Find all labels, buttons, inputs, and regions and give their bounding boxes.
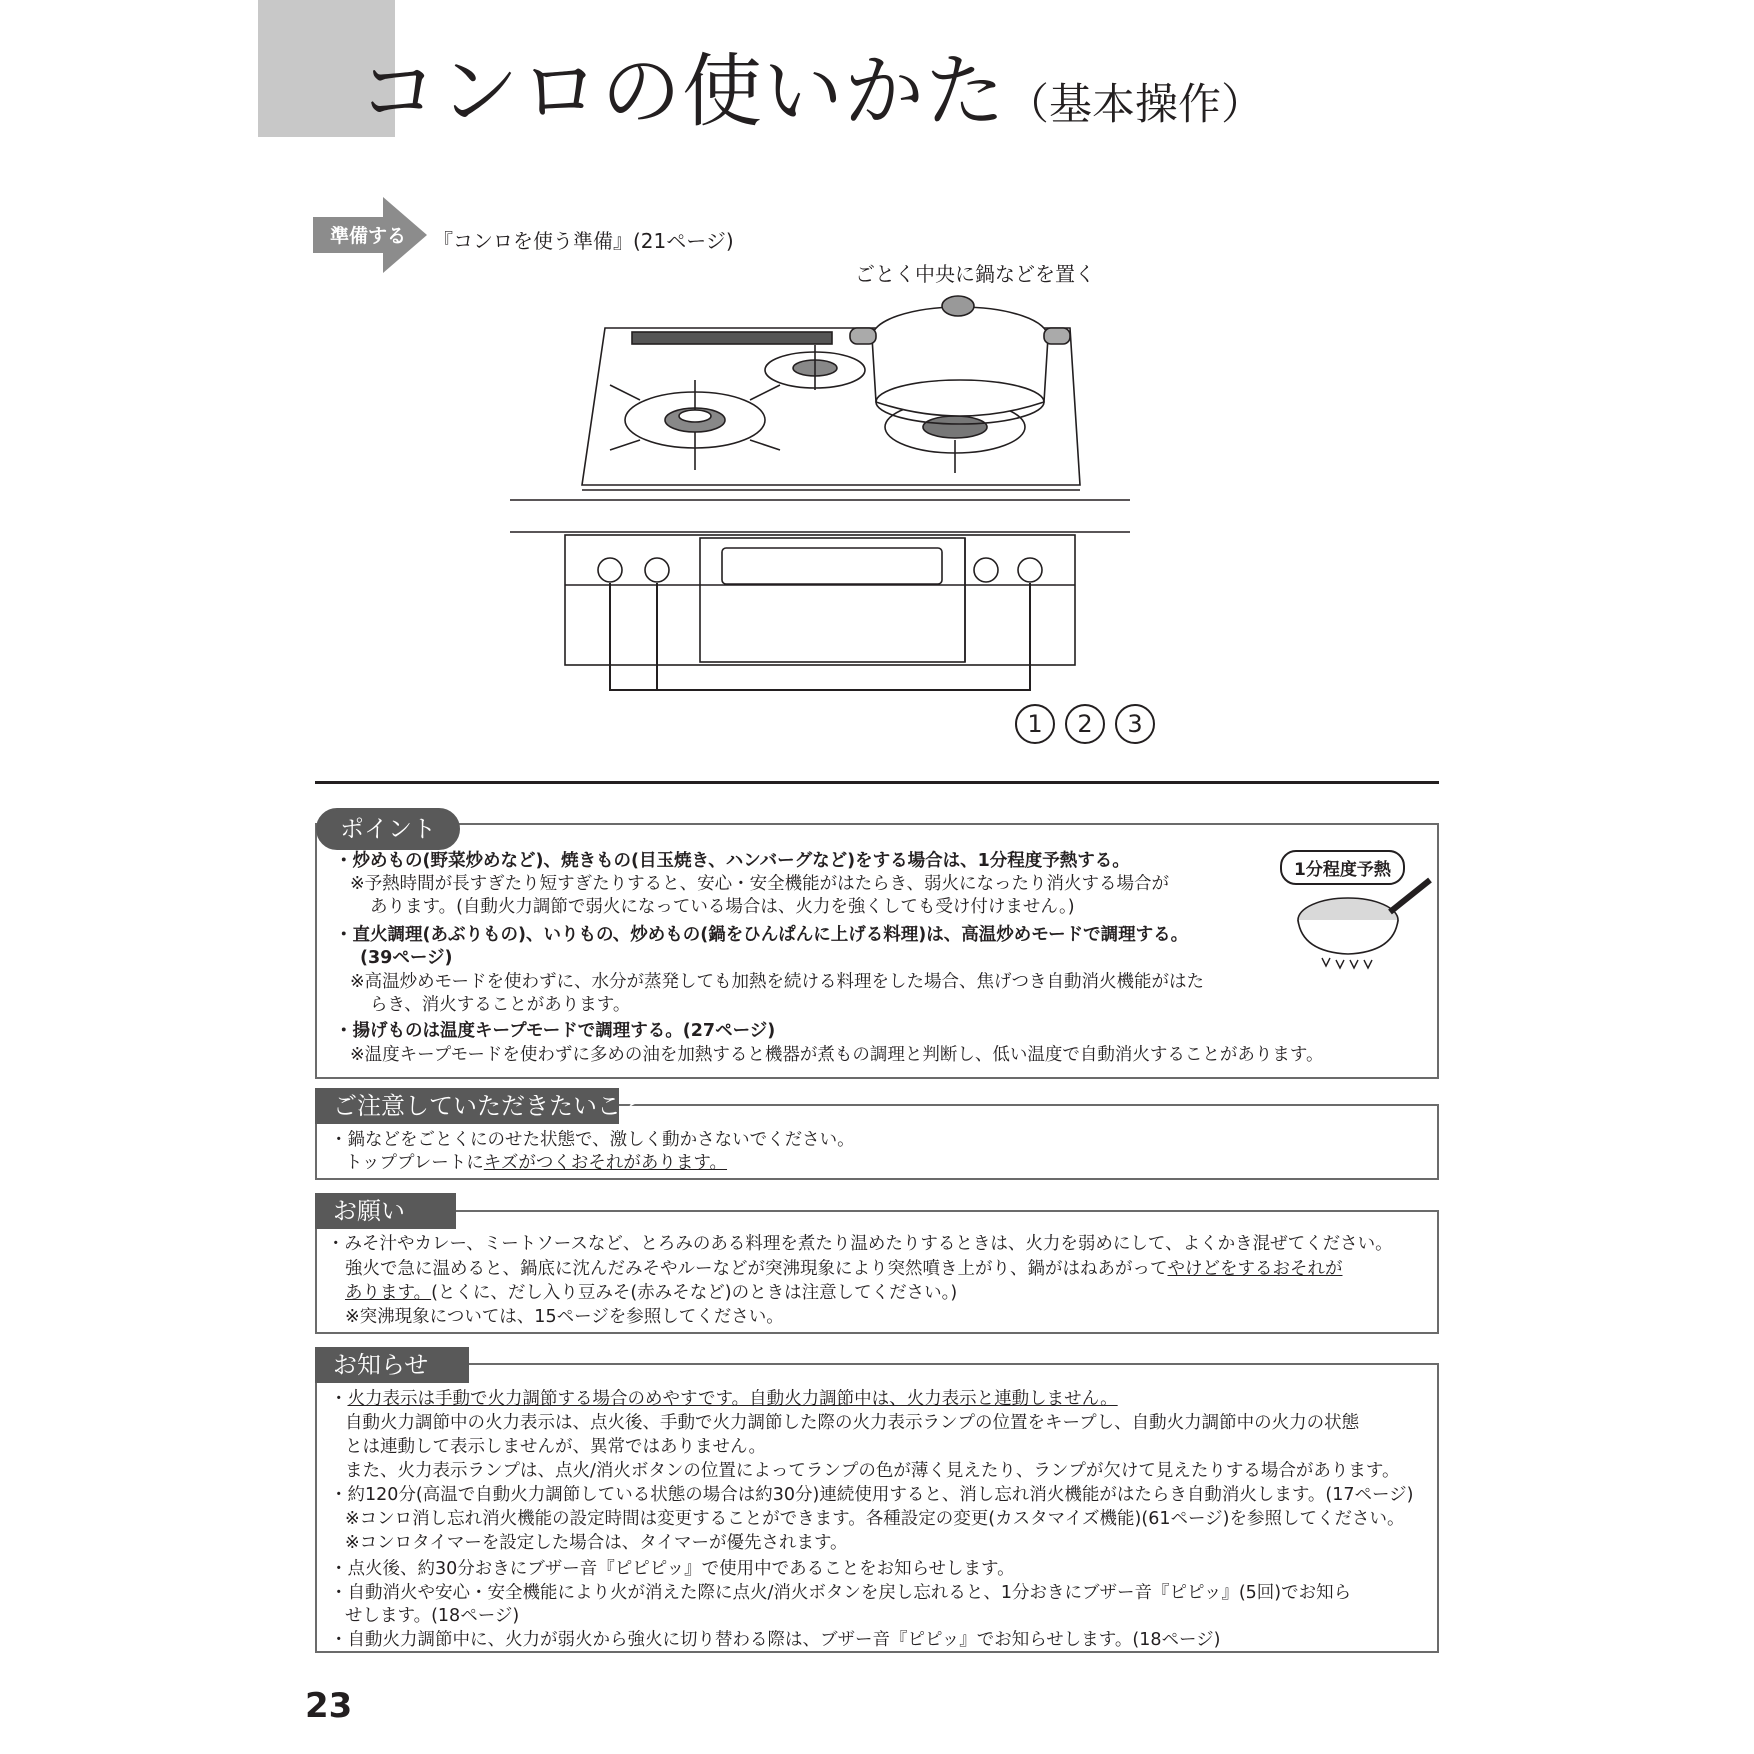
point-line-9: ※温度キープモードを使わずに多めの油を加熱すると機器が煮もの調理と判断し、低い温度で自動消火することがあります。 xyxy=(350,1045,1324,1065)
notice-key-text: 火力表示は手動で火力調節する場合のめやすです。自動火力調節中は、火力表示と連動しません。 xyxy=(347,1389,1118,1409)
notice-line-3: とは連動して表示しませんが、異常ではありません。 xyxy=(345,1437,767,1457)
callout-2: 2 xyxy=(1065,704,1105,744)
notice-line-1: ・火力表示は手動で火力調節する場合のめやすです。自動火力調節中は、火力表示と連動しません。 xyxy=(330,1389,1118,1409)
point-line-7: らき、消火することがあります。 xyxy=(370,995,631,1015)
callout-3: 3 xyxy=(1115,704,1155,744)
request-heading: お願い xyxy=(315,1193,456,1229)
notice-line-10: せします。(18ページ) xyxy=(345,1606,520,1626)
page-number: 23 xyxy=(305,1686,353,1726)
notice-line-6: ※コンロ消し忘れ消火機能の設定時間は変更することができます。各種設定の変更(カスタマイズ機能)(61ページ)を参照してください。 xyxy=(345,1509,1405,1529)
request-line-4: ※突沸現象については、15ページを参照してください。 xyxy=(345,1307,784,1327)
point-line-3: あります。(自動火力調節で弱火になっている場合は、火力を強くしても受け付けません。) xyxy=(370,897,1075,917)
pot-icon xyxy=(850,296,1070,424)
caution-warning-text: キズがつくおそれがあります。 xyxy=(483,1153,728,1173)
request-line-3: あります。(とくに、だし入り豆みそ(赤みそなど)のときは注意してください。) xyxy=(345,1283,958,1303)
request-line-1: ・みそ汁やカレー、ミートソースなど、とろみのある料理を煮たり温めたりするときは、火力を弱めにして、よくかき混ぜてください。 xyxy=(327,1234,1393,1254)
notice-line-11: ・自動火力調節中に、火力が弱火から強火に切り替わる際は、ブザー音『ピピッ』でお知らせします。(18ページ) xyxy=(330,1630,1221,1650)
notice-line-5: ・約120分(高温で自動火力調節している状態の場合は約30分)連続使用すると、消し忘れ消火機能がはたらき自動消火します。(17ページ) xyxy=(330,1485,1414,1505)
section-divider xyxy=(315,781,1439,784)
request-warning-text: やけどをするおそれが xyxy=(1167,1259,1343,1279)
knob-callouts xyxy=(1015,704,1165,744)
point-heading: ポイント xyxy=(316,808,460,850)
request-line-2: 強火で急に温めると、鍋底に沈んだみそやルーなどが突沸現象により突然噴き上がり、鍋がはねあがってやけどをするおそれが xyxy=(345,1259,1343,1279)
stove-illustration xyxy=(510,280,1150,700)
notice-line-7: ※コンロタイマーを設定した場合は、タイマーが優先されます。 xyxy=(345,1533,848,1553)
notice-line-2: 自動火力調節中の火力表示は、点火後、手動で火力調節した際の火力表示ランプの位置をキープし、自動火力調節中の火力の状態 xyxy=(345,1413,1360,1433)
point-line-2: ※予熱時間が長すぎたり短すぎたりすると、安心・安全機能がはたらき、弱火になったり消火する場合が xyxy=(350,874,1169,894)
pot-placement-label: ごとく中央に鍋などを置く xyxy=(855,262,1095,286)
control-panel xyxy=(565,535,1075,665)
prep-reference: 『コンロを使う準備』(21ページ) xyxy=(433,229,734,253)
caution-heading: ご注意していただきたいこと xyxy=(315,1088,619,1124)
point-line-8: ・揚げものは温度キープモードで調理する。(27ページ) xyxy=(335,1021,776,1041)
rear-vent xyxy=(632,332,832,344)
point-line-6: ※高温炒めモードを使わずに、水分が蒸発しても加熱を続ける料理をした場合、焦げつき自動消火機能がはた xyxy=(350,972,1204,992)
notice-line-8: ・点火後、約30分おきにブザー音『ピピピッ』で使用中であることをお知らせします。 xyxy=(330,1559,1015,1579)
page-title: コンロの使いかた（基本操作） xyxy=(358,45,1264,138)
callout-1: 1 xyxy=(1015,704,1055,744)
prep-label: 準備する xyxy=(330,225,407,247)
page-subtitle: （基本操作） xyxy=(1006,80,1264,130)
preheat-label: 1分程度予熱 xyxy=(1280,850,1405,885)
notice-line-9: ・自動消火や安心・安全機能により火が消えた際に点火/消火ボタンを戻し忘れると、1分おきにブザー音『ピピッ』(5回)でお知ら xyxy=(330,1583,1352,1603)
frying-pan-icon xyxy=(1290,870,1440,970)
notice-line-4: また、火力表示ランプは、点火/消火ボタンの位置によってランプの色が薄く見えたり、ランプが欠けて見えたりする場合があります。 xyxy=(345,1461,1400,1481)
point-line-1: ・炒めもの(野菜炒めなど)、焼きもの(目玉焼き、ハンバーグなど)をする場合は、1分程度予熱する。 xyxy=(335,851,1130,871)
point-line-4: ・直火調理(あぶりもの)、いりもの、炒めもの(鍋をひんぱんに上げる料理)は、高温炒めモードで調理する。 xyxy=(335,925,1189,945)
point-line-5: (39ページ) xyxy=(360,948,453,968)
caution-line-1: ・鍋などをごとくにのせた状態で、激しく動かさないでください。 xyxy=(330,1130,855,1150)
notice-heading: お知らせ xyxy=(315,1347,469,1383)
caution-line-2: トッププレートにキズがつくおそれがあります。 xyxy=(345,1153,728,1173)
